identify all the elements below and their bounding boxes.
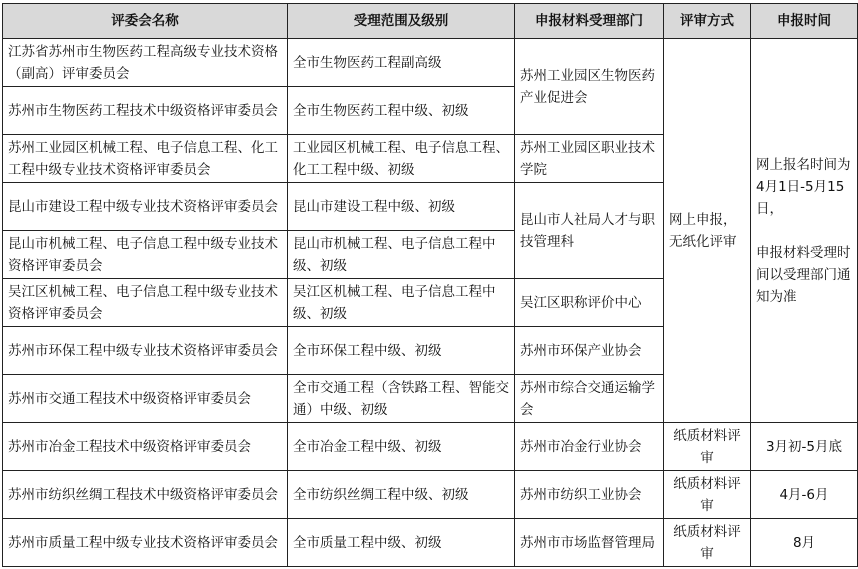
- scope-level: 吴江区机械工程、电子信息工程中级、初级: [288, 279, 515, 327]
- committee-name: 苏州市生物医药工程技术中级资格评审委员会: [3, 87, 288, 135]
- department: 苏州市纺织工业协会: [515, 471, 664, 519]
- department: 苏州市冶金行业协会: [515, 423, 664, 471]
- department: 苏州市市场监督管理局: [515, 519, 664, 567]
- scope-level: 全市环保工程中级、初级: [288, 327, 515, 375]
- department: 苏州市环保产业协会: [515, 327, 664, 375]
- apply-time: 8月: [751, 519, 858, 567]
- apply-time: 4月-6月: [751, 471, 858, 519]
- header-committee-name: 评委会名称: [3, 4, 288, 39]
- apply-time-notice: 申报材料受理时间以受理部门通知为准: [756, 244, 851, 305]
- department: 吴江区职称评价中心: [515, 279, 664, 327]
- scope-level: 全市质量工程中级、初级: [288, 519, 515, 567]
- header-apply-time: 申报时间: [751, 4, 858, 39]
- header-review-method: 评审方式: [664, 4, 751, 39]
- apply-time-online: 网上报名时间为4月1日-5月15日，: [756, 156, 851, 217]
- apply-time: 3月初-5月底: [751, 423, 858, 471]
- review-method: 纸质材料评审: [664, 423, 751, 471]
- table-row: [3, 39, 858, 87]
- committee-name: 苏州市纺织丝绸工程技术中级资格评审委员会: [3, 471, 288, 519]
- apply-time: [751, 39, 858, 423]
- header-department: 申报材料受理部门: [515, 4, 664, 39]
- review-method: 网上申报，无纸化评审: [664, 39, 751, 423]
- department: 苏州市综合交通运输学会: [515, 375, 664, 423]
- scope-level: 工业园区机械工程、电子信息工程、化工工程中级、初级: [288, 135, 515, 183]
- department: 苏州工业园区生物医药产业促进会: [515, 39, 664, 135]
- scope-level: 全市纺织丝绸工程中级、初级: [288, 471, 515, 519]
- review-method: 纸质材料评审: [664, 471, 751, 519]
- committee-name: 昆山市机械工程、电子信息工程中级专业技术资格评审委员会: [3, 231, 288, 279]
- committee-name: 苏州工业园区机械工程、电子信息工程、化工工程中级专业技术资格评审委员会: [3, 135, 288, 183]
- qualification-table: [2, 3, 858, 567]
- review-method: 纸质材料评审: [664, 519, 751, 567]
- header-scope-level: 受理范围及级别: [288, 4, 515, 39]
- scope-level: 全市生物医药工程中级、初级: [288, 87, 515, 135]
- committee-name: 昆山市建设工程中级专业技术资格评审委员会: [3, 183, 288, 231]
- table-row: [3, 423, 858, 471]
- committee-name: 苏州市冶金工程技术中级资格评审委员会: [3, 423, 288, 471]
- committee-name: 苏州市环保工程中级专业技术资格评审委员会: [3, 327, 288, 375]
- table-row: [3, 471, 858, 519]
- table-row: [3, 519, 858, 567]
- committee-name: 江苏省苏州市生物医药工程高级专业技术资格（副高）评审委员会: [3, 39, 288, 87]
- scope-level: 昆山市机械工程、电子信息工程中级、初级: [288, 231, 515, 279]
- department: 昆山市人社局人才与职技管理科: [515, 183, 664, 279]
- scope-level: 全市交通工程（含铁路工程、智能交通）中级、初级: [288, 375, 515, 423]
- committee-name: 苏州市质量工程中级专业技术资格评审委员会: [3, 519, 288, 567]
- scope-level: 全市生物医药工程副高级: [288, 39, 515, 87]
- committee-name: 苏州市交通工程技术中级资格评审委员会: [3, 375, 288, 423]
- header-row: [3, 4, 858, 39]
- committee-name: 吴江区机械工程、电子信息工程中级专业技术资格评审委员会: [3, 279, 288, 327]
- department: 苏州工业园区职业技术学院: [515, 135, 664, 183]
- scope-level: 全市冶金工程中级、初级: [288, 423, 515, 471]
- scope-level: 昆山市建设工程中级、初级: [288, 183, 515, 231]
